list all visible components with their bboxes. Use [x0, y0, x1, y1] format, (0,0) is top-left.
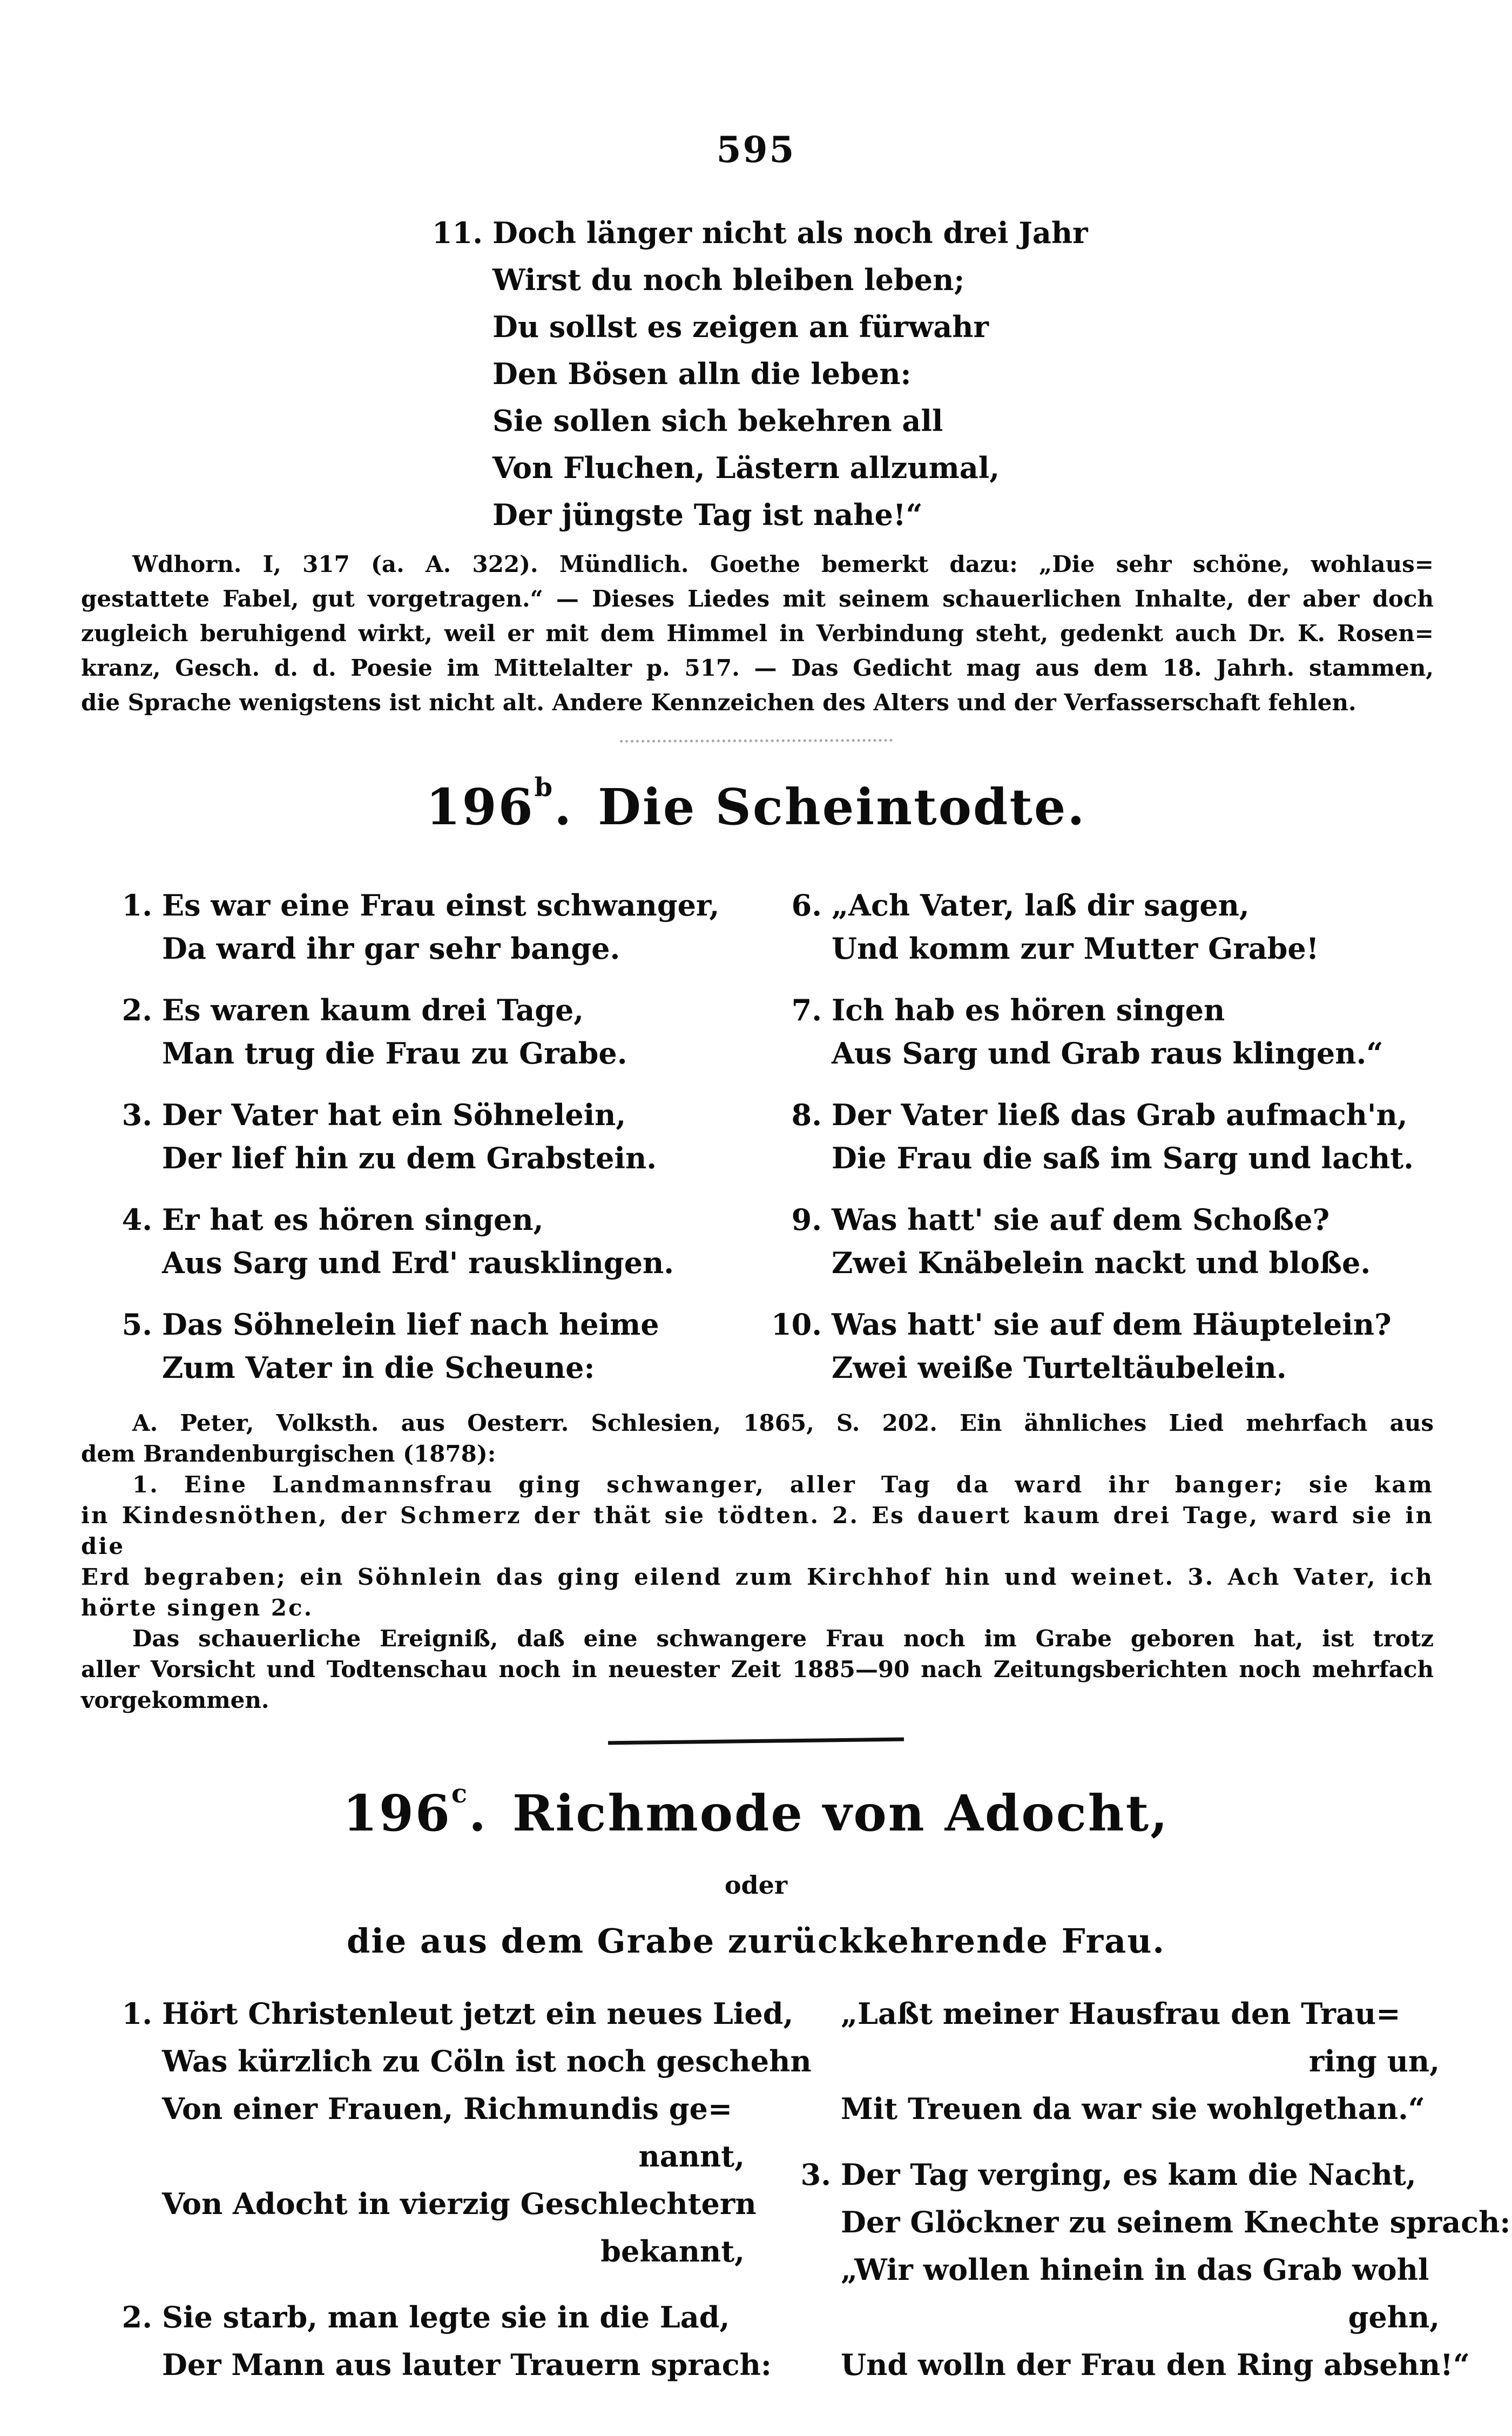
stanza-11: [432, 210, 1161, 539]
footnote-line: dem Brandenburgischen (1878):: [81, 1441, 496, 1467]
footnote-line: kranz, Gesch. d. d. Poesie im Mittelalter p. 517. — Das Gedicht mag aus dem 18. Jahrh. stammen,: [81, 655, 1434, 681]
verse-line: [102, 988, 745, 1032]
section-heading-196b: [0, 772, 1512, 836]
verse-line: Der Mann aus lauter Trauern sprach:: [162, 2347, 772, 2382]
song-title: Richmode von Adocht,: [512, 1784, 1170, 1842]
verse-line: Von einer Frauen, Richmundis ge=: [162, 2091, 733, 2126]
verse-line: [102, 1990, 794, 2037]
song-number-dot: .: [468, 1784, 488, 1842]
section-heading-196c: [0, 1779, 1512, 1842]
subtitle-196c: die aus dem Grabe zurückkehrende Frau.: [346, 1921, 1166, 1961]
verse-line-runover: ring un,: [1308, 2044, 1440, 2078]
verse-line: Von Adocht in vierzig Geschlechtern: [162, 2186, 757, 2221]
footnote-line: Das schauerliche Ereigniß, daß eine schwangere Frau noch im Grabe geboren hat, ist trotz: [132, 1625, 1434, 1652]
stanza-number: 2.: [122, 993, 152, 1027]
stanza: [102, 1303, 745, 1389]
stanza-column-right: [771, 884, 1443, 1389]
verse-line: Der jüngste Tag ist nahe!“: [492, 497, 923, 532]
stanza: [102, 1990, 812, 2275]
stanza: [102, 1198, 745, 1284]
stanza: [771, 1303, 1443, 1389]
stanza-number: 6.: [791, 888, 822, 923]
footnote-line: Erd begraben; ein Söhnlein das ging eilend zum Kirchhof hin und weinet. 3. Ach Vater, ich: [81, 1564, 1434, 1590]
song-number-letter: b: [534, 772, 555, 803]
verse-line: „Laßt meiner Hausfrau den Trau=: [841, 1996, 1401, 2031]
stanza-number: 4.: [122, 1202, 152, 1237]
verse-line: Mit Treuen da war sie wohlgethan.“: [841, 2091, 1425, 2126]
footnote-line: 1. Eine Landmannsfrau ging schwanger, aller Tag da ward ihr banger; sie kam: [132, 1471, 1434, 1498]
verse-line: Zwei Knäbelein nackt und bloße.: [832, 1246, 1371, 1280]
verse-line: Und wolln der Frau den Ring absehn!“: [841, 2347, 1470, 2382]
verse-line: Zwei weiße Turteltäubelein.: [832, 1350, 1287, 1385]
verse-line: [771, 988, 1443, 1032]
verse-line-runover: bekannt,: [600, 2234, 745, 2269]
verse-line: „Wir wollen hinein in das Grab wohl: [841, 2252, 1429, 2287]
verse-text: Was hatt' sie auf dem Häuptelein?: [832, 1307, 1392, 1342]
verse-text: Hört Christenleut jetzt ein neues Lied,: [162, 1996, 794, 2031]
song-number: 196: [426, 778, 535, 836]
verse-text: „Ach Vater, laß dir sagen,: [832, 888, 1250, 923]
footnote-line: aller Vorsicht und Todtenschau noch in neuester Zeit 1885—90 nach Zeitungsberichten noch mehrfach: [81, 1656, 1434, 1683]
verse-line: [771, 884, 1443, 927]
verse-line: Von Fluchen, Lästern allzumal,: [492, 450, 1000, 485]
footnote-line: vorgekommen.: [81, 1687, 269, 1713]
footnote-line: Wdhorn. I, 317 (a. A. 322). Mündlich. Goethe bemerkt dazu: „Die sehr schöne, wohlaus=: [132, 551, 1434, 577]
verse-line: [102, 1198, 745, 1241]
stanzas-196c: [0, 1990, 1512, 2388]
verse-line: Sie sollen sich bekehren all: [492, 403, 943, 438]
verse-line: Du sollst es zeigen an fürwahr: [492, 309, 989, 344]
verse-line: Den Bösen alln die leben:: [492, 356, 912, 391]
stanza-number: 8.: [791, 1098, 822, 1132]
footnote-196a: [81, 547, 1434, 720]
verse-line: Und komm zur Mutter Grabe!: [832, 931, 1319, 966]
verse-line: Die Frau die saß im Sarg und lacht.: [832, 1141, 1414, 1175]
stanza-number: 2.: [122, 2300, 152, 2334]
stanza: [771, 884, 1443, 970]
stanza: [102, 884, 745, 970]
verse-line: [102, 884, 745, 927]
stanza-number: 1.: [122, 1996, 152, 2031]
verse-line: Man trug die Frau zu Grabe.: [162, 1036, 627, 1071]
footnote-196b: [81, 1408, 1434, 1715]
verse-text: Doch länger nicht als noch drei Jahr: [492, 216, 1088, 250]
verse-text: Der Vater ließ das Grab aufmach'n,: [832, 1098, 1408, 1132]
section-divider: [608, 1738, 904, 1745]
song-number-letter: c: [451, 1779, 469, 1809]
verse-text: Es waren kaum drei Tage,: [162, 993, 584, 1027]
stanza-number: 10.: [771, 1307, 822, 1342]
verse-line: [780, 2151, 1447, 2198]
verse-text: Was hatt' sie auf dem Schoße?: [832, 1202, 1330, 1237]
stanza-column-left: [102, 1990, 812, 2388]
stanza: [780, 2151, 1511, 2388]
stanza-number: 5.: [122, 1307, 152, 1342]
song-title: Die Scheintodte.: [598, 778, 1086, 836]
stanza: [102, 2293, 772, 2388]
stanza: [771, 988, 1443, 1075]
footnote-line: zugleich beruhigend wirkt, weil er mit dem Himmel in Verbindung steht, gedenkt auch Dr. K. Rosen=: [81, 620, 1434, 647]
stanza-column-left: [102, 884, 745, 1389]
verse-line: Aus Sarg und Erd' rausklingen.: [162, 1246, 674, 1280]
verse-line: Der Glöckner zu seinem Knechte sprach:: [841, 2205, 1511, 2239]
stanzas-196b: [0, 884, 1512, 1389]
verse-line: [771, 1093, 1443, 1136]
stanza-number: 3.: [800, 2157, 831, 2192]
stanza-column-right: [780, 1990, 1511, 2388]
footnote-line: die Sprache wenigstens ist nicht alt. Andere Kennzeichen des Alters und der Verfasserschaft fehlen.: [81, 689, 1356, 716]
verse-line: Aus Sarg und Grab raus klingen.“: [832, 1036, 1383, 1071]
verse-line: [102, 2293, 752, 2341]
stanza-number: 1.: [122, 888, 152, 923]
verse-line-runover: gehn,: [1348, 2300, 1440, 2334]
footnote-line: hörte singen 2c.: [81, 1594, 314, 1621]
verse-line: Der lief hin zu dem Grabstein.: [162, 1141, 657, 1175]
stanza-number: 9.: [791, 1202, 822, 1237]
stanza: [102, 988, 745, 1075]
stanza: [102, 1093, 745, 1180]
stanza: [771, 1198, 1443, 1284]
stanza-number: 11.: [432, 216, 483, 250]
verse-line: Wirst du noch bleiben leben;: [492, 263, 965, 297]
footnote-line: gestattete Fabel, gut vorgetragen.“ — Dieses Liedes mit seinem schauerlichen Inhalte, der aber doch: [81, 586, 1434, 612]
song-number: 196: [342, 1784, 451, 1842]
page-number: 595: [716, 129, 796, 171]
subtitle-oder: oder: [724, 1870, 788, 1900]
section-divider-faint: [619, 739, 892, 743]
verse-text: Der Tag verging, es kam die Nacht,: [841, 2157, 1416, 2192]
footnote-line: A. Peter, Volksth. aus Oesterr. Schlesien, 1865, S. 202. Ein ähnliches Lied mehrfach aus: [132, 1410, 1434, 1436]
verse-line: Zum Vater in die Scheune:: [162, 1350, 595, 1385]
verse-text: Der Vater hat ein Söhnelein,: [162, 1098, 626, 1132]
verse-line: [102, 1093, 745, 1136]
verse-text: Er hat es hören singen,: [162, 1202, 544, 1237]
verse-text: Sie starb, man legte sie in die Lad,: [162, 2300, 730, 2334]
stanza-number: 3.: [122, 1098, 152, 1132]
verse-line: [432, 210, 1161, 257]
song-number-dot: .: [554, 778, 573, 836]
verse-text: Ich hab es hören singen: [832, 993, 1225, 1027]
stanza-number: 7.: [791, 993, 822, 1027]
stanza: [771, 1093, 1443, 1180]
verse-line: [771, 1303, 1443, 1346]
verse-text: Es war eine Frau einst schwanger,: [162, 888, 720, 923]
verse-text: Das Söhnelein lief nach heime: [162, 1307, 659, 1342]
footnote-line: in Kindesnöthen, der Schmerz der thät sie tödten. 2. Es dauert kaum drei Tage, ward sie in die: [81, 1502, 1434, 1559]
verse-line: [771, 1198, 1443, 1241]
stanza-continuation: [780, 1990, 1447, 2132]
verse-line: [102, 1303, 745, 1346]
verse-line-runover: nannt,: [638, 2139, 745, 2173]
verse-line: Was kürzlich zu Cöln ist noch geschehn: [162, 2044, 812, 2078]
verse-line: Da ward ihr gar sehr bange.: [162, 931, 620, 966]
